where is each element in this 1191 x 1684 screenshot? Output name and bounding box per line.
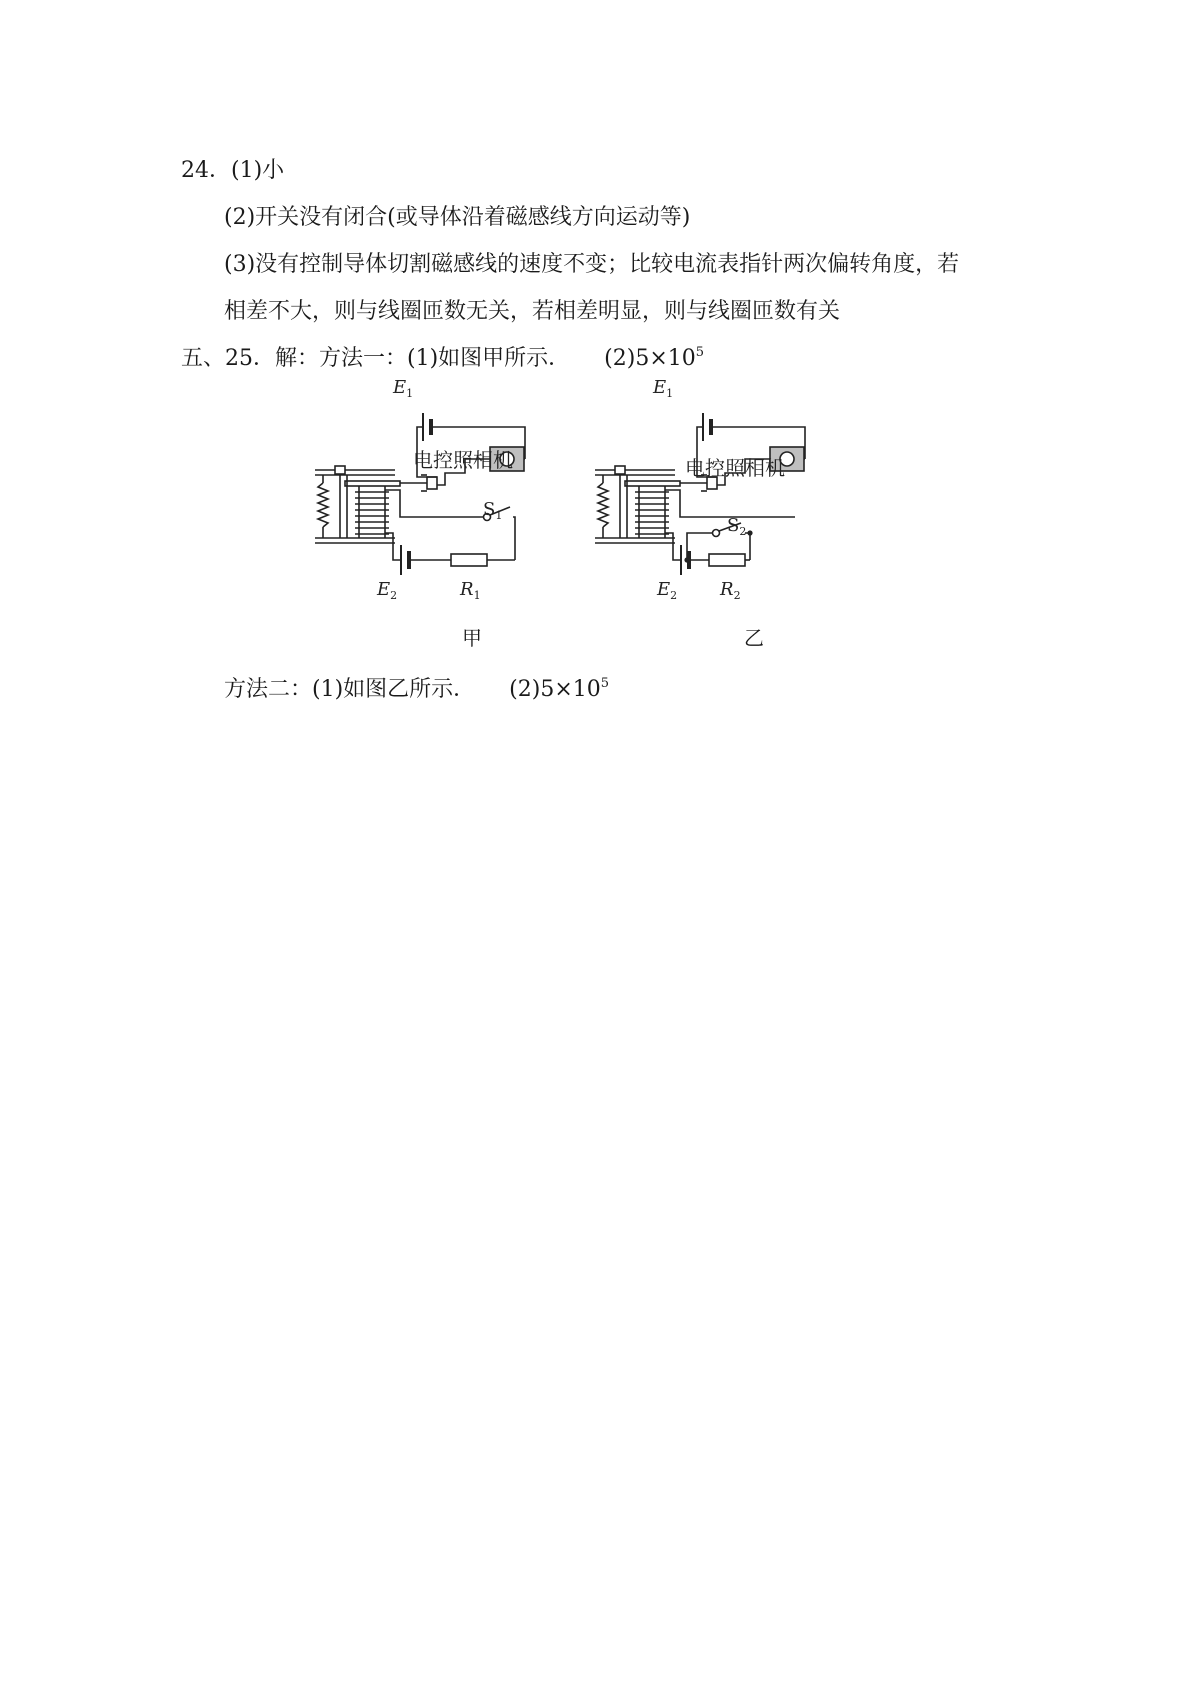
figure-a-e2-subscript: 2 — [390, 589, 398, 602]
figure-a-switch-letter: S — [483, 499, 496, 520]
q25-method1-line — [181, 344, 704, 374]
circuit-diagram-a — [315, 377, 535, 615]
figure-b-e1-letter: E — [653, 377, 667, 398]
q25-method2-prefix: 方法二：(1)如图乙所示． — [224, 677, 476, 702]
figure-a-switch-subscript: 1 — [495, 509, 503, 522]
figure-a-label: 甲 — [462, 626, 482, 650]
q24-line-1 — [181, 156, 284, 186]
q25-method1-exponent: 5 — [695, 345, 705, 360]
figure-a-camera-label: 电控照相机 — [413, 448, 513, 472]
figure-a-e1-letter: E — [393, 377, 407, 398]
figure-a-e1-subscript: 1 — [406, 387, 414, 400]
svg-text:E2 — [656, 579, 677, 602]
q25-method1-answer: (2)5×10 — [604, 346, 696, 371]
q24-part-1: (1)小 — [231, 158, 285, 183]
q25-method2-line — [224, 675, 609, 705]
figure-b-resistor-letter: R — [720, 579, 734, 600]
q24-part-2: (2)开关没有闭合(或导体沿着磁感线方向运动等) — [224, 205, 691, 230]
figure-b-resistor-subscript: 2 — [733, 589, 741, 602]
figure-b-camera-label: 电控照相机 — [685, 456, 785, 480]
svg-text:R1 — [459, 579, 481, 602]
figure-b-e2-subscript: 2 — [670, 589, 678, 602]
q24-part-3-line-2: 相差不大，则与线圈匝数无关，若相差明显，则与线圈匝数有关 — [224, 299, 841, 324]
svg-text:E1 — [652, 377, 673, 400]
svg-text:S2 — [727, 515, 746, 538]
svg-text:R2 — [719, 579, 741, 602]
q25-method2-exponent: 5 — [600, 676, 610, 691]
q25-method2-answer: (2)5×10 — [509, 677, 601, 702]
figure-b-e1-subscript: 1 — [666, 387, 674, 400]
svg-text:E2 — [376, 579, 397, 602]
figure-b-switch-letter: S — [727, 515, 740, 536]
circuit-diagram-b — [595, 377, 815, 615]
figure-b-e2-letter: E — [657, 579, 671, 600]
q25-method1-prefix: 五、25．解：方法一：(1)如图甲所示． — [181, 346, 571, 371]
svg-text:E1 — [392, 377, 413, 400]
q24-part-3-line-1: (3)没有控制导体切割磁感线的速度不变；比较电流表指针两次偏转角度，若 — [224, 252, 960, 277]
figure-a-e2-letter: E — [377, 579, 391, 600]
figure-a-resistor-subscript: 1 — [473, 589, 481, 602]
q24-number: 24． — [181, 158, 231, 183]
figure-b-switch-subscript: 2 — [739, 525, 747, 538]
figure-b-label: 乙 — [744, 626, 764, 650]
figure-a-resistor-letter: R — [460, 579, 474, 600]
svg-text:S1 — [483, 499, 502, 522]
